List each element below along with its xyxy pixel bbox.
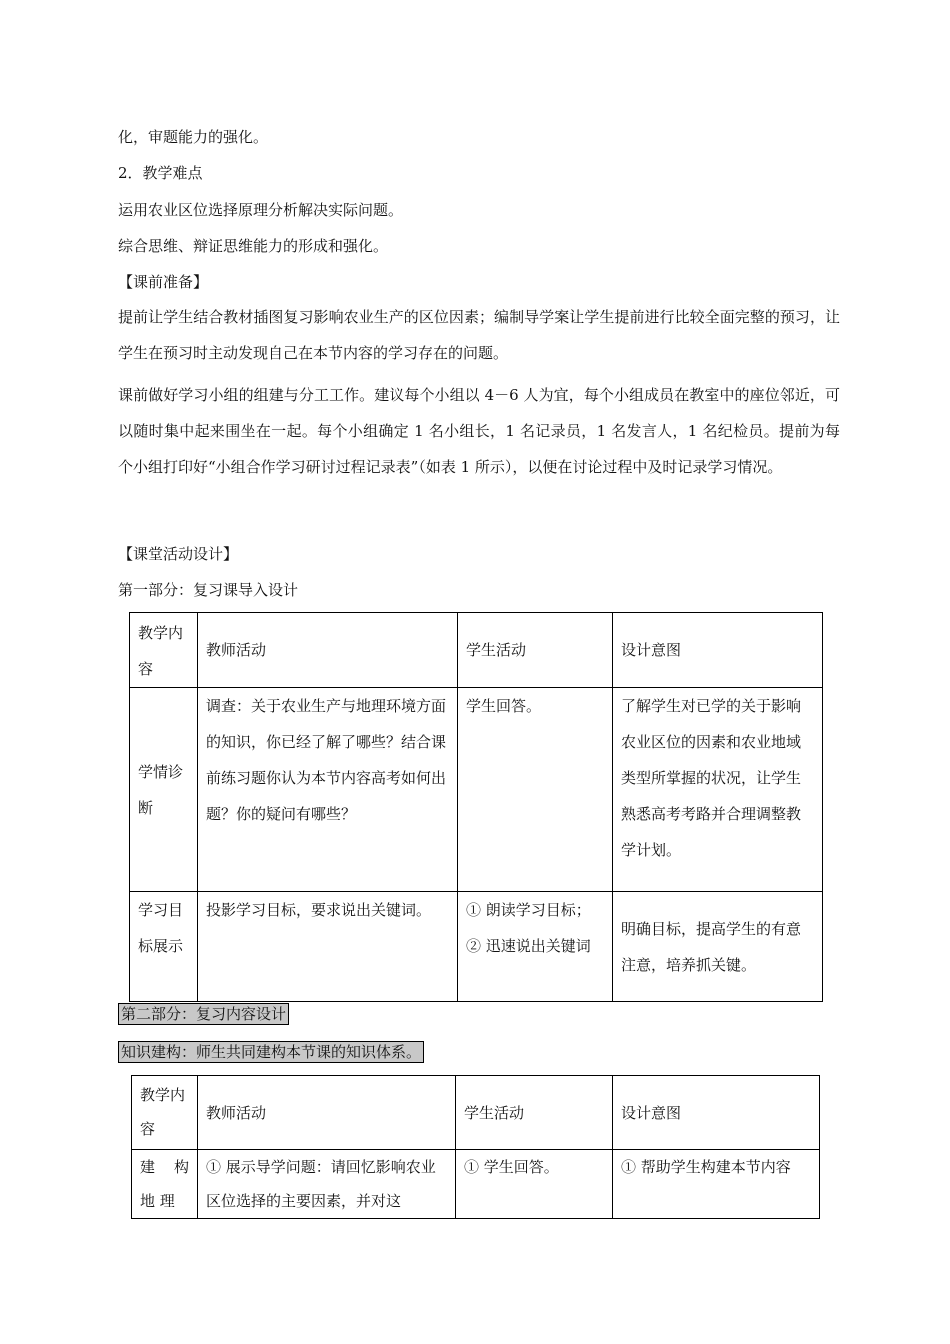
row-content-cell: 学习目标展示	[130, 892, 198, 1002]
row-student-cell: ① 朗读学习目标；② 迅速说出关键词	[458, 892, 613, 1002]
table-header-row	[132, 1076, 820, 1150]
row-teacher-cell: 调查：关于农业生产与地理环境方面的知识，你已经了解了哪些？结合课前练习题你认为本节内容高考如何出题？你的疑问有哪些？	[198, 688, 458, 892]
header-cell-student: 学生活动	[458, 613, 613, 688]
table-header-row	[130, 613, 823, 688]
header-cell-intent: 设计意图	[613, 1076, 820, 1150]
row-student-cell: 学生回答。	[458, 688, 613, 892]
text-line-1: 化，审题能力的强化。	[118, 128, 269, 146]
header-cell-content: 教学内容	[132, 1076, 198, 1150]
row-intent-cell: 了解学生对已学的关于影响农业区位的因素和农业地域类型所掌握的状况，让学生熟悉高考考路并合理调整教学计划。	[613, 688, 823, 892]
row-student-cell: ① 学生回答。	[456, 1150, 613, 1219]
knowledge-line	[118, 1041, 424, 1063]
row-intent-cell: 明确目标，提高学生的有意注意，培养抓关键。	[613, 892, 823, 1002]
section-heading-difficulties: 2．教学难点	[118, 164, 203, 182]
part2-title: 第二部分：复习内容设计	[118, 1003, 289, 1025]
row-content-cell: 建 构 地 理	[132, 1150, 198, 1219]
activity-heading: 【课堂活动设计】	[118, 545, 239, 563]
table-row	[132, 1150, 820, 1219]
part2-title-line	[118, 1003, 289, 1025]
row-content-cell: 学情诊断	[130, 688, 198, 892]
header-cell-teacher: 教师活动	[198, 1076, 456, 1150]
part1-title: 第一部分：复习课导入设计	[118, 581, 299, 599]
table-review-design	[131, 1075, 820, 1219]
prep-heading: 【课前准备】	[118, 273, 209, 291]
knowledge-construction: 知识建构：师生共同建构本节课的知识体系。	[118, 1041, 424, 1063]
header-cell-intent: 设计意图	[613, 613, 823, 688]
header-cell-teacher: 教师活动	[198, 613, 458, 688]
header-cell-content: 教学内容	[130, 613, 198, 688]
table-row	[130, 688, 823, 892]
row-teacher-cell: 投影学习目标，要求说出关键词。	[198, 892, 458, 1002]
difficulty-item-1: 运用农业区位选择原理分析解决实际问题。	[118, 201, 404, 219]
table-row	[130, 892, 823, 1002]
table-intro-design	[129, 612, 823, 1002]
difficulty-item-2: 综合思维、辩证思维能力的形成和强化。	[118, 237, 389, 255]
prep-paragraph-2: 课前做好学习小组的组建与分工工作。建议每个小组以 4－6 人为宜，每个小组成员在教室中的座位邻近，可以随时集中起来围坐在一起。每个小组确定 1 名小组长，1 名记录员，1 名发言人，1 名纪检员。提前为每个小组打印好“小组合作学习研讨过程记录表”（如表 1 所示），以便在讨论过程中及时记录学习情况。	[118, 386, 840, 476]
row-intent-cell: ① 帮助学生构建本节内容	[613, 1150, 820, 1219]
prep-paragraph-1: 提前让学生结合教材插图复习影响农业生产的区位因素；编制导学案让学生提前进行比较全面完整的预习，让学生在预习时主动发现自己在本节内容的学习存在的问题。	[118, 308, 840, 362]
header-cell-student: 学生活动	[456, 1076, 613, 1150]
row-teacher-cell: ① 展示导学问题：请回忆影响农业区位选择的主要因素，并对这	[198, 1150, 456, 1219]
